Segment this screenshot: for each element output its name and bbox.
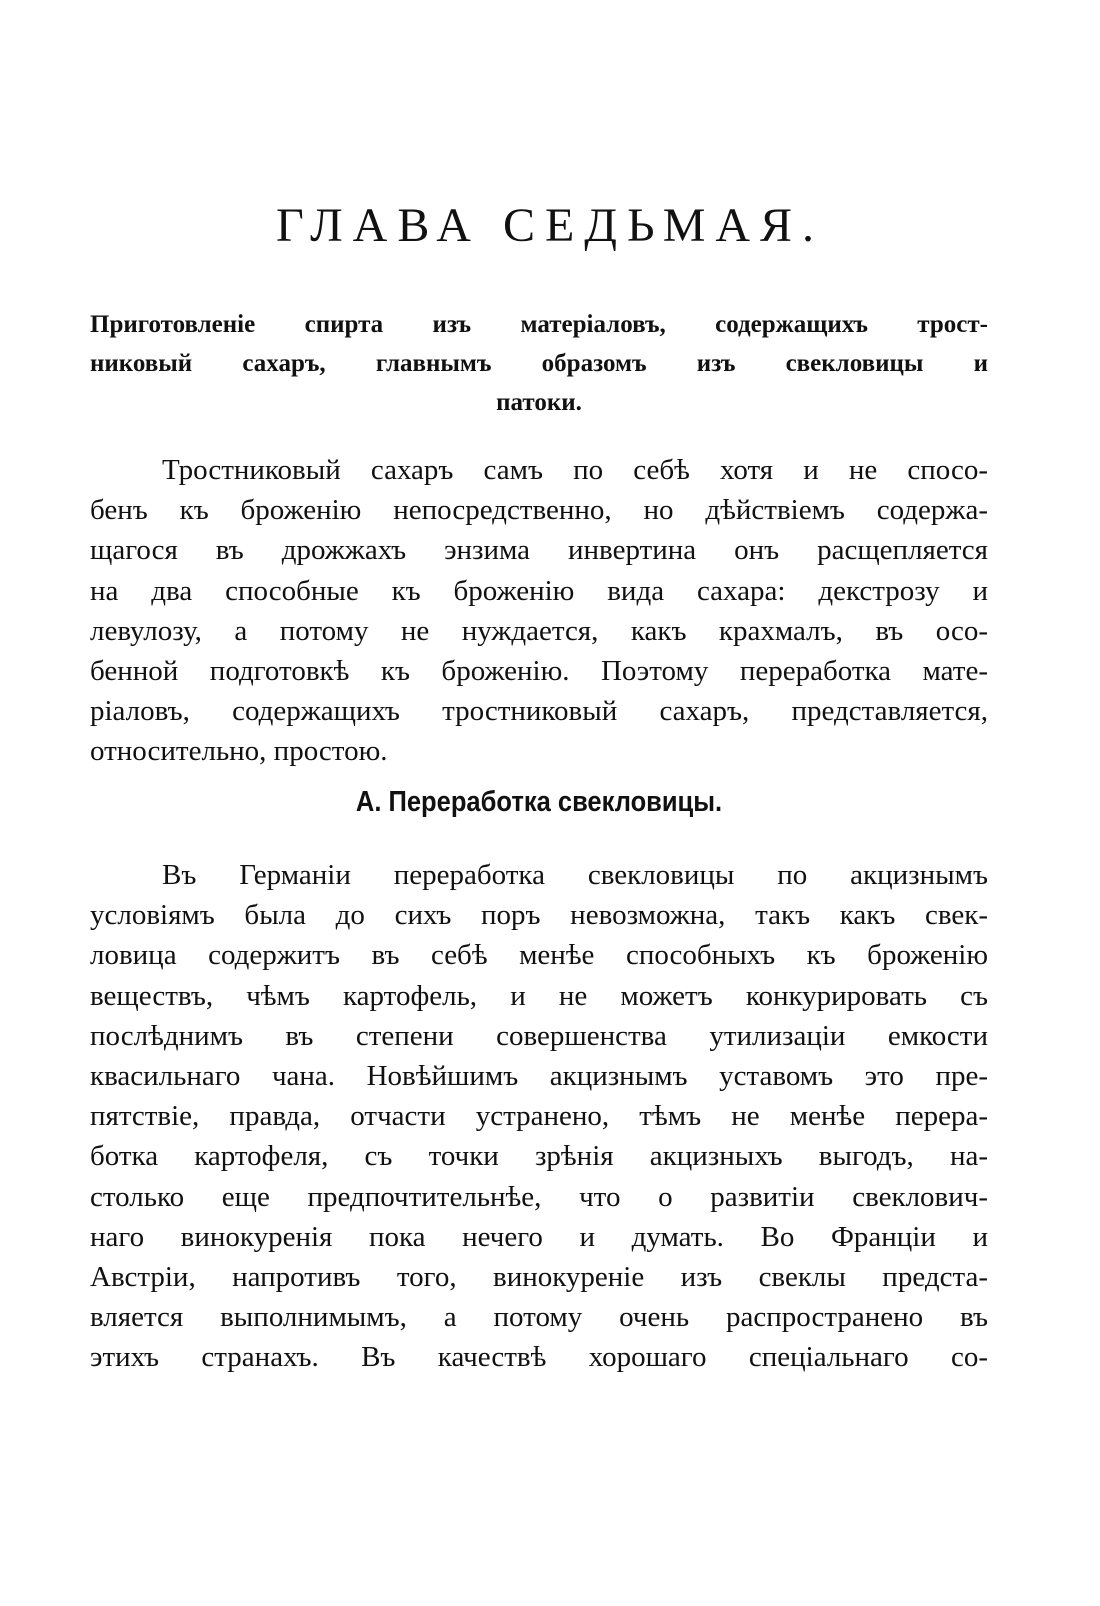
text-line: наго винокуренія пока нечего и думать. Во Франціи и: [90, 1220, 988, 1253]
text-line: ріаловъ, содержащихъ тростниковый сахаръ, представляется,: [90, 695, 988, 728]
chapter-subtitle: [90, 305, 988, 422]
text-line: вляется выполнимымъ, а потому очень распространено въ: [90, 1301, 988, 1334]
text-line: щагося въ дрожжахъ энзима инвертина онъ расщепляется: [90, 534, 988, 567]
text-line: Австріи, напротивъ того, винокуреніе изъ свеклы предста-: [90, 1260, 988, 1293]
section-heading: А. Переработка свекловицы.: [355, 786, 723, 818]
chapter-title: ГЛАВА СЕДЬМАЯ.: [275, 199, 825, 252]
text-line: относительно, простою.: [90, 735, 388, 768]
subtitle-line: Приготовленіе спирта изъ матеріаловъ, содержащихъ трост-: [90, 311, 988, 338]
paragraph-intro: [90, 450, 988, 772]
text-line: левулозу, а потому не нуждается, какъ крахмалъ, въ осо-: [90, 614, 988, 647]
text-line: ботка картофеля, съ точки зрѣнія акцизныхъ выгодъ, на-: [90, 1140, 988, 1173]
text-line: условіямъ была до сихъ поръ невозможна, такъ какъ свек-: [90, 899, 988, 932]
text-line: Тростниковый сахаръ самъ по себѣ хотя и не спосо-: [162, 454, 988, 486]
paragraph-beet: [90, 855, 988, 1377]
text-line: Въ Германіи переработка свекловицы по акцизнымъ: [162, 859, 988, 891]
text-line: веществъ, чѣмъ картофель, и не можетъ конкурировать съ: [90, 979, 988, 1012]
text-line: на два способные къ броженію вида сахара: декстрозу и: [90, 574, 988, 607]
subtitle-line: никовый сахаръ, главнымъ образомъ изъ свекловицы и: [90, 350, 988, 377]
text-line: ловица содержитъ въ себѣ менѣе способныхъ къ броженію: [90, 939, 988, 972]
text-line: пятствіе, правда, отчасти устранено, тѣмъ не менѣе перера-: [90, 1100, 988, 1133]
text-line: бенной подготовкѣ къ броженію. Поэтому переработка мате-: [90, 654, 988, 687]
text-line: послѣднимъ въ степени совершенства утилизаціи емкости: [90, 1019, 988, 1052]
text-line: квасильнаго чана. Новѣйшимъ акцизнымъ уставомъ это пре-: [90, 1059, 988, 1092]
text-line: этихъ странахъ. Въ качествѣ хорошаго спеціальнаго со-: [90, 1341, 988, 1374]
subtitle-line: патоки.: [496, 389, 582, 416]
text-line: столько еще предпочтительнѣе, что о развитіи свеклович-: [90, 1180, 988, 1213]
text-line: бенъ къ броженію непосредственно, но дѣйствіемъ содержа-: [90, 494, 988, 527]
